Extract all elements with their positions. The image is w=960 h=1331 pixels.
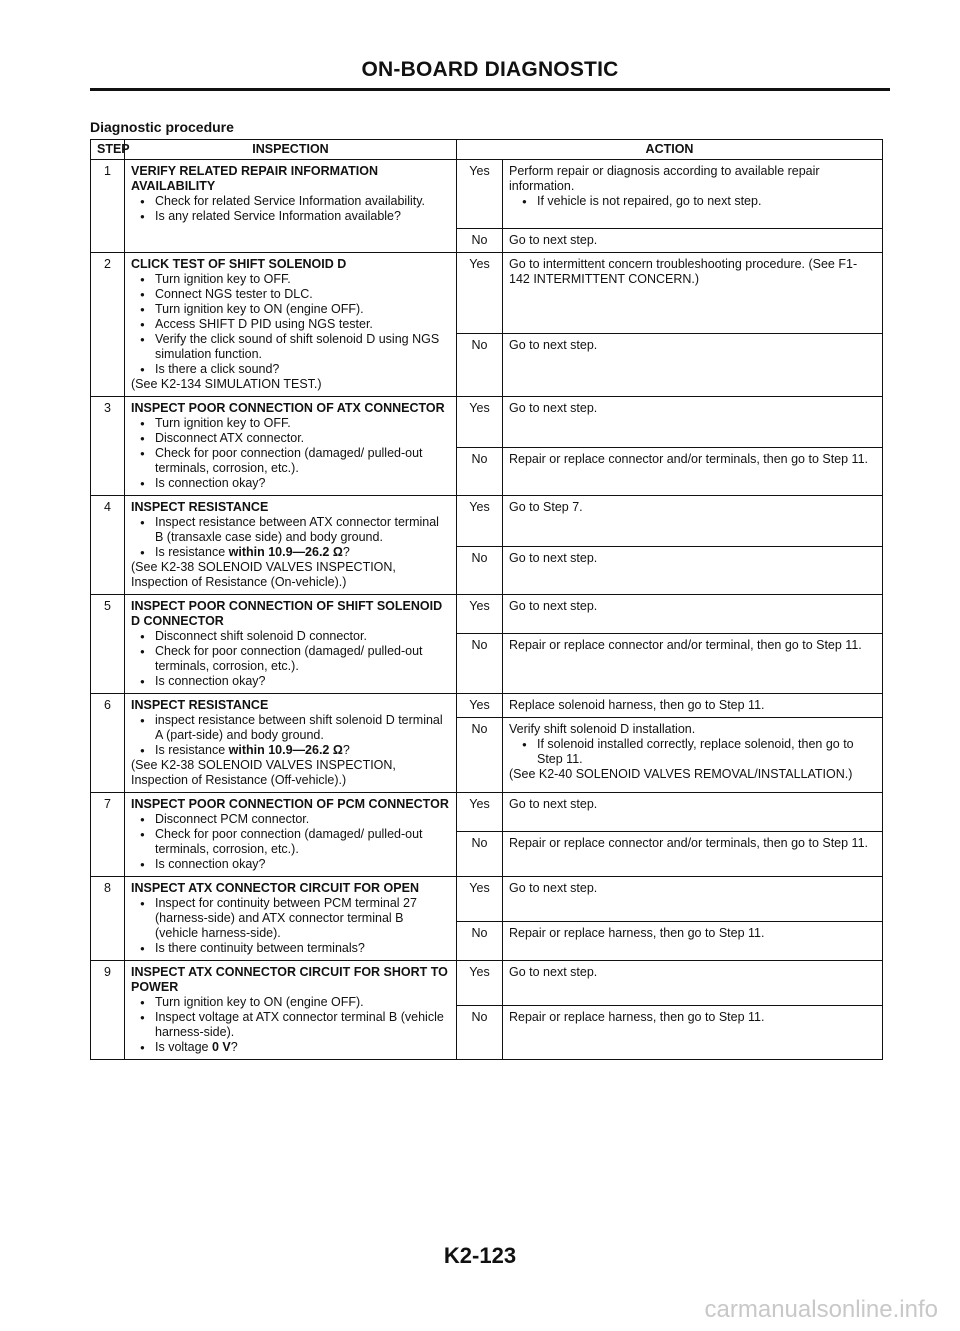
inspection-cell	[125, 253, 457, 397]
step-number: 8	[91, 877, 125, 961]
bullet-item: ● If solenoid installed correctly, replace solenoid, then go to Step 11.	[537, 737, 876, 767]
check-text: Is resistance	[155, 545, 229, 559]
action-text: Verify shift solenoid D installation.	[509, 722, 696, 736]
action-no: Repair or replace harness, then go to Step 11.	[503, 1006, 883, 1060]
inspection-bullets	[131, 515, 450, 560]
inspection-title: INSPECT POOR CONNECTION OF SHIFT SOLENOID D CONNECTOR	[131, 599, 443, 628]
inspection-title: CLICK TEST OF SHIFT SOLENOID D	[131, 257, 347, 271]
step-number: 7	[91, 793, 125, 877]
table-row	[91, 694, 883, 718]
inspection-bullets	[131, 896, 450, 956]
inspection-cell	[125, 496, 457, 595]
result-yes: Yes	[457, 397, 503, 448]
bullet-item: ● Disconnect shift solenoid D connector.	[155, 629, 450, 644]
spec-value: 0 V	[211, 1040, 231, 1054]
inspection-title: INSPECT ATX CONNECTOR CIRCUIT FOR SHORT TO POWER	[131, 965, 448, 994]
inspection-title: INSPECT ATX CONNECTOR CIRCUIT FOR OPEN	[131, 881, 419, 895]
header-action: ACTION	[457, 140, 883, 160]
inspection-cell	[125, 877, 457, 961]
action-yes: Go to Step 7.	[503, 496, 883, 547]
action-yes: Replace solenoid harness, then go to Step 11.	[503, 694, 883, 718]
step-number: 6	[91, 694, 125, 793]
header-inspection: INSPECTION	[125, 140, 457, 160]
inspection-bullets	[131, 194, 450, 224]
check-suffix: ?	[342, 545, 350, 559]
reference-note: (See K2-38 SOLENOID VALVES INSPECTION, Inspection of Resistance (On-vehicle).)	[131, 560, 396, 589]
bullet-item: ● Inspect voltage at ATX connector terminal B (vehicle harness-side).	[155, 1010, 450, 1040]
action-no: Repair or replace harness, then go to Step 11.	[503, 922, 883, 961]
action-yes: Go to next step.	[503, 877, 883, 922]
action-yes: Go to next step.	[503, 397, 883, 448]
table-row	[91, 160, 883, 229]
result-yes: Yes	[457, 961, 503, 1006]
step-number: 2	[91, 253, 125, 397]
header-divider	[90, 88, 890, 91]
result-yes: Yes	[457, 253, 503, 334]
bullet-item: ● Is there continuity between terminals?	[155, 941, 450, 956]
bullet-item: ● Turn ignition key to ON (engine OFF).	[155, 995, 450, 1010]
table-row	[91, 496, 883, 547]
result-yes: Yes	[457, 793, 503, 832]
page-number: K2-123	[443, 1243, 517, 1268]
step-number: 4	[91, 496, 125, 595]
check-text: Is resistance	[155, 743, 229, 757]
action-no	[503, 718, 883, 793]
result-no: No	[457, 334, 503, 397]
result-yes: Yes	[457, 595, 503, 634]
table-row	[91, 397, 883, 448]
table-header-row	[91, 140, 883, 160]
bullet-item	[155, 1040, 450, 1055]
bullet-item: ● Disconnect ATX connector.	[155, 431, 450, 446]
bullet-item: ● Check for related Service Information availability.	[155, 194, 450, 209]
result-no: No	[457, 718, 503, 793]
inspection-bullets	[131, 416, 450, 491]
action-bullets	[509, 737, 876, 767]
action-yes: Go to next step.	[503, 595, 883, 634]
inspection-bullets	[131, 812, 450, 872]
result-no: No	[457, 547, 503, 595]
bullet-item: ● Connect NGS tester to DLC.	[155, 287, 450, 302]
reference-note: (See K2-134 SIMULATION TEST.)	[131, 377, 322, 391]
result-no: No	[457, 1006, 503, 1060]
result-no: No	[457, 832, 503, 877]
reference-note: (See K2-40 SOLENOID VALVES REMOVAL/INSTALLATION.)	[509, 767, 853, 781]
bullet-item	[155, 743, 450, 758]
result-yes: Yes	[457, 694, 503, 718]
table-row	[91, 961, 883, 1006]
inspection-bullets	[131, 629, 450, 689]
inspection-bullets	[131, 713, 450, 758]
step-number: 9	[91, 961, 125, 1060]
bullet-item: ● Is connection okay?	[155, 674, 450, 689]
inspection-cell	[125, 694, 457, 793]
inspection-title: VERIFY RELATED REPAIR INFORMATION AVAILABILITY	[131, 164, 378, 193]
step-number: 5	[91, 595, 125, 694]
action-yes: Go to next step.	[503, 793, 883, 832]
diagnostic-procedure-table	[90, 139, 883, 1060]
step-number: 3	[91, 397, 125, 496]
result-no: No	[457, 922, 503, 961]
bullet-item: ● Turn ignition key to OFF.	[155, 272, 450, 287]
bullet-item: ● Is connection okay?	[155, 857, 450, 872]
spec-value: within 10.9—26.2 Ω	[228, 743, 343, 757]
inspection-cell	[125, 160, 457, 253]
inspection-title: INSPECT POOR CONNECTION OF ATX CONNECTOR	[131, 401, 445, 415]
result-yes: Yes	[457, 496, 503, 547]
table-row	[91, 253, 883, 334]
inspection-cell	[125, 793, 457, 877]
bullet-item: ● Is connection okay?	[155, 476, 450, 491]
action-no: Repair or replace connector and/or terminals, then go to Step 11.	[503, 832, 883, 877]
table-row	[91, 877, 883, 922]
action-yes: Go to next step.	[503, 961, 883, 1006]
result-no: No	[457, 229, 503, 253]
bullet-item: ● Is there a click sound?	[155, 362, 450, 377]
inspection-title: INSPECT RESISTANCE	[131, 698, 269, 712]
action-yes	[503, 160, 883, 229]
bullet-item: ● Turn ignition key to ON (engine OFF).	[155, 302, 450, 317]
bullet-item: ● Check for poor connection (damaged/ pulled-out terminals, corrosion, etc.).	[155, 827, 450, 857]
table-row	[91, 595, 883, 634]
bullet-item: ● If vehicle is not repaired, go to next step.	[537, 194, 876, 209]
action-no: Go to next step.	[503, 547, 883, 595]
result-yes: Yes	[457, 160, 503, 229]
inspection-cell	[125, 595, 457, 694]
result-no: No	[457, 634, 503, 694]
bullet-item: ● inspect resistance between shift solenoid D terminal A (part-side) and body ground.	[155, 713, 450, 743]
bullet-item: ● Disconnect PCM connector.	[155, 812, 450, 827]
section-title: Diagnostic procedure	[90, 119, 234, 135]
inspection-cell	[125, 961, 457, 1060]
action-no: Repair or replace connector and/or terminals, then go to Step 11.	[503, 448, 883, 496]
action-no: Go to next step.	[503, 229, 883, 253]
check-suffix: ?	[230, 1040, 238, 1054]
inspection-bullets	[131, 995, 450, 1055]
page-header: ON-BOARD DIAGNOSTIC	[361, 58, 619, 81]
inspection-title: INSPECT POOR CONNECTION OF PCM CONNECTOR	[131, 797, 449, 811]
action-no: Repair or replace connector and/or terminal, then go to Step 11.	[503, 634, 883, 694]
bullet-item	[155, 545, 450, 560]
action-no: Go to next step.	[503, 334, 883, 397]
result-no: No	[457, 448, 503, 496]
bullet-item: ● Turn ignition key to OFF.	[155, 416, 450, 431]
watermark: carmanualsonline.info	[704, 1296, 938, 1323]
action-bullets	[509, 194, 876, 209]
result-yes: Yes	[457, 877, 503, 922]
header-step: STEP	[91, 140, 125, 160]
bullet-item: ● Check for poor connection (damaged/ pulled-out terminals, corrosion, etc.).	[155, 644, 450, 674]
step-number: 1	[91, 160, 125, 253]
table-row	[91, 793, 883, 832]
inspection-title: INSPECT RESISTANCE	[131, 500, 269, 514]
bullet-item: ● Verify the click sound of shift solenoid D using NGS simulation function.	[155, 332, 450, 362]
check-suffix: ?	[342, 743, 350, 757]
action-yes: Go to intermittent concern troubleshooting procedure. (See F1-142 INTERMITTENT CONCERN.)	[503, 253, 883, 334]
inspection-cell	[125, 397, 457, 496]
bullet-item: ● Inspect for continuity between PCM terminal 27 (harness-side) and ATX connector terminal B (vehicle harness-side).	[155, 896, 450, 941]
bullet-item: ● Access SHIFT D PID using NGS tester.	[155, 317, 450, 332]
bullet-item: ● Is any related Service Information available?	[155, 209, 450, 224]
check-text: Is voltage	[155, 1040, 212, 1054]
bullet-item: ● Inspect resistance between ATX connector terminal B (transaxle case side) and body ground.	[155, 515, 450, 545]
spec-value: within 10.9—26.2 Ω	[228, 545, 343, 559]
bullet-item: ● Check for poor connection (damaged/ pulled-out terminals, corrosion, etc.).	[155, 446, 450, 476]
reference-note: (See K2-38 SOLENOID VALVES INSPECTION, Inspection of Resistance (Off-vehicle).)	[131, 758, 396, 787]
inspection-bullets	[131, 272, 450, 377]
action-text: Perform repair or diagnosis according to available repair information.	[509, 164, 820, 193]
